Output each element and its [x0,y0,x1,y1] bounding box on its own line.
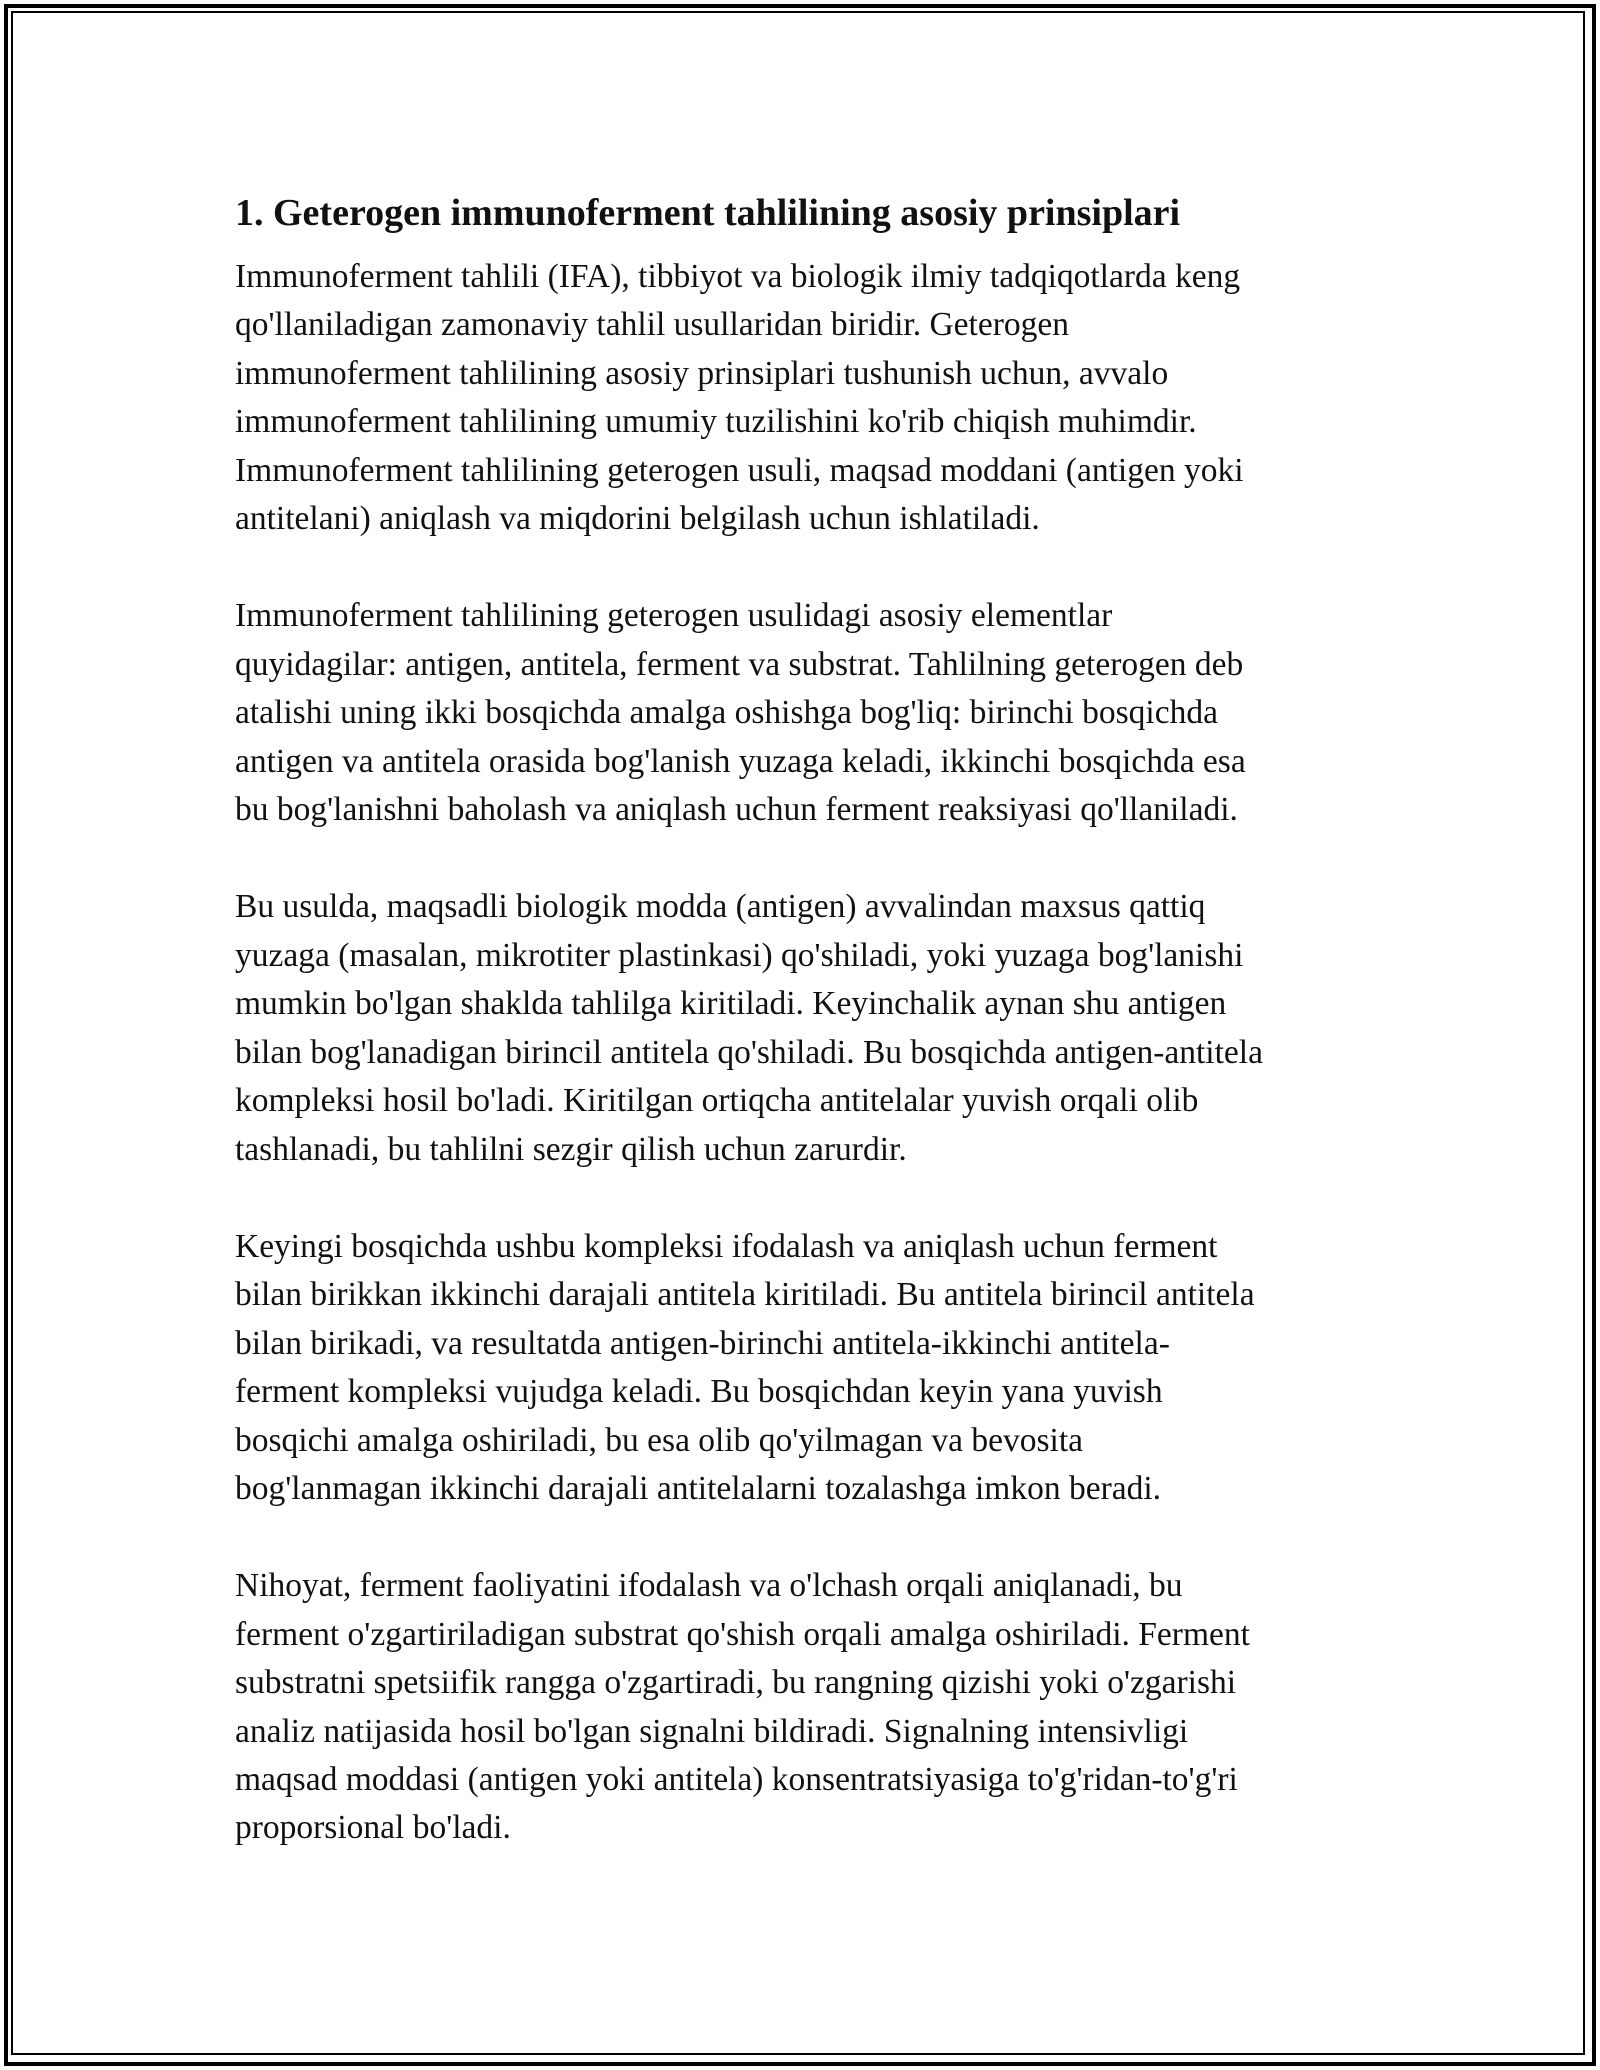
section-heading: 1. Geterogen immunoferment tahlilining asosiy prinsiplari [235,192,1181,234]
paragraph-1: Immunoferment tahlili (IFA), tibbiyot va biologik ilmiy tadqiqotlarda keng qo'llaniladigan zamonaviy tahlil usullaridan biridir. Geterogen immunoferment tahlilining asosiy prinsiplari tushunish uchun, avvalo immunoferment tahlilining umumiy tuzilishini ko'rib chiqish muhimdir. Immunoferment tahlilining geterogen usuli, maqsad moddani (antigen yoki antitelani) aniqlash va miqdorini belgilash uchun ishlatiladi. [235,258,1244,538]
document-body [235,185,1375,1902]
paragraph-4: Keyingi bosqichda ushbu kompleksi ifodalash va aniqlash uchun ferment bilan birikkan ikkinchi darajali antitela kiritiladi. Bu antitela birincil antitela bilan birikadi, va resultatda antigen-birinchi antitela-ikkinchi antitela- ferment kompleksi vujudga keladi. Bu bosqichdan keyin yana yuvish bosqichi amalga oshiriladi, bu esa olib qo'yilmagan va bevosita bog'lanmagan ikkinchi darajali antitelalarni tozalashga imkon beradi. [235,1227,1255,1507]
paragraph-2: Immunoferment tahlilining geterogen usulidagi asosiy elementlar quyidagilar: antigen, antitela, ferment va substrat. Tahlilning geterogen deb atalishi uning ikki bosqichda amalga oshishga bog'liq: birinchi bosqichda antigen va antitela orasida bog'lanish yuzaga keladi, ikkinchi bosqichda esa bu bog'lanishni baholash va aniqlash uchun ferment reaksiyasi qo'llaniladi. [235,597,1246,829]
paragraph-3: Bu usulda, maqsadli biologik modda (antigen) avvalindan maxsus qattiq yuzaga (masalan, mikrotiter plastinkasi) qo'shiladi, yoki yuzaga bog'lanishi mumkin bo'lgan shaklda tahlilga kiritiladi. Keyinchalik aynan shu antigen bilan bog'lanadigan birincil antitela qo'shiladi. Bu bosqichda antigen-antitela kompleksi hosil bo'ladi. Kiritilgan ortiqcha antitelalar yuvish orqali olib tashlanadi, bu tahlilni sezgir qilish uchun zarurdir. [235,888,1263,1168]
paragraph-5: Nihoyat, ferment faoliyatini ifodalash va o'lchash orqali aniqlanadi, bu ferment o'zgartiriladigan substrat qo'shish orqali amalga oshiriladi. Ferment substratni spetsiifik rangga o'zgartiradi, bu rangning qizishi yoki o'zgarishi analiz natijasida hosil bo'lgan signalni bildiradi. Signalning intensivligi maqsad moddasi (antigen yoki antitela) konsentratsiyasiga to'g'ridan-to'g'ri proporsional bo'ladi. [235,1567,1250,1847]
